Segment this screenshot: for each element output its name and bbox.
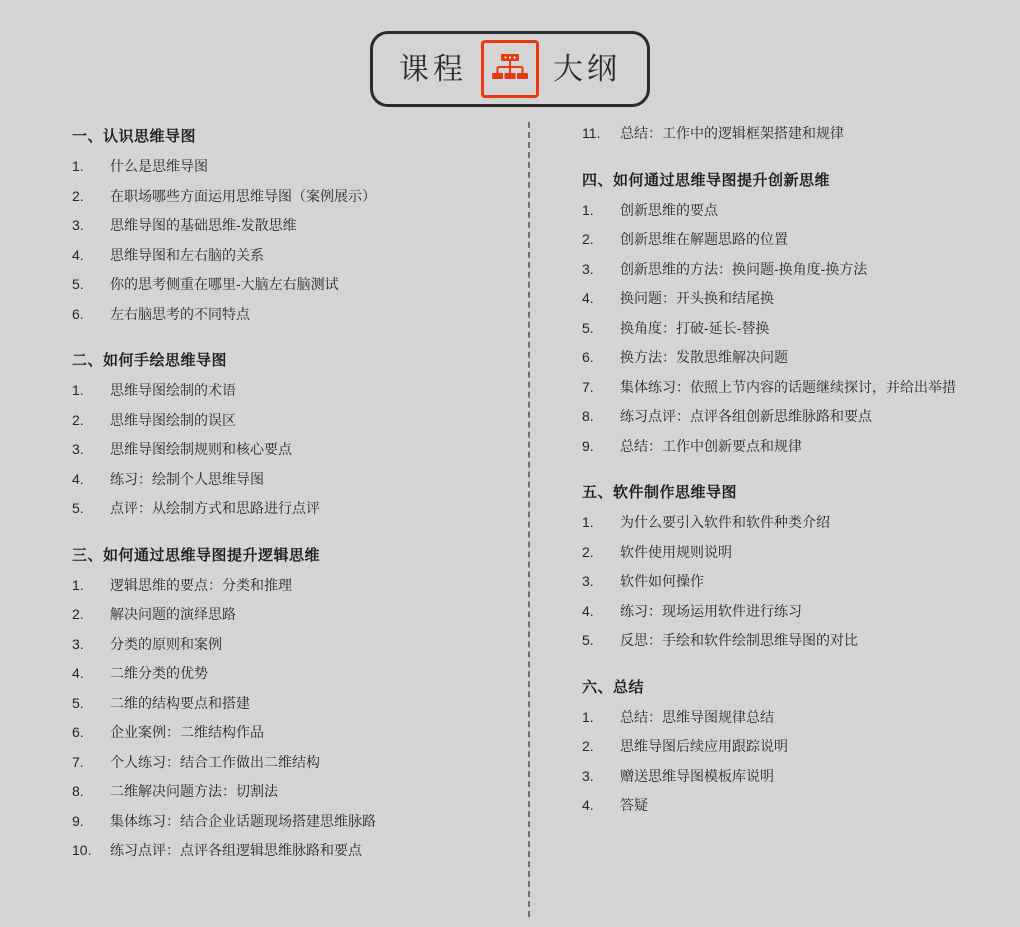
outline-item-number: 3. [72, 217, 84, 233]
page-title-left: 课程 [399, 52, 467, 86]
outline-item-number: 4. [72, 665, 84, 681]
outline-item-label: 练习：绘制个人思维导图 [110, 470, 264, 487]
outline-item [72, 754, 490, 772]
outline-item-number: 3. [582, 767, 594, 784]
outline-item-label: 分类的原则和案例 [110, 635, 222, 652]
outline-item-number: 5. [582, 632, 594, 648]
section-title: 一、认识思维导图 [72, 128, 197, 145]
outline-item-number: 8. [582, 408, 594, 424]
outline-item-number: 2. [582, 231, 594, 247]
column-divider [528, 122, 530, 917]
outline-item-label: 二维分类的优势 [110, 665, 208, 681]
outline-item-number: 1. [582, 708, 594, 725]
outline-item-number: 8. [72, 783, 84, 799]
outline-item [582, 290, 1000, 308]
outline-item-label: 总结：工作中创新要点和规律 [620, 437, 802, 454]
outline-item-number: 2. [72, 411, 84, 428]
org-chart-icon [481, 40, 539, 98]
outline-item [72, 441, 490, 459]
outline-item [582, 514, 1000, 532]
outline-item-number: 7. [72, 753, 84, 770]
outline-item [582, 125, 1000, 143]
outline-section [582, 481, 1000, 650]
outline-item [72, 471, 490, 489]
outline-item-label: 创新思维的方法：换问题-换角度-换方法 [620, 260, 868, 277]
outline-item [72, 695, 490, 713]
outline-item-number: 2. [582, 543, 594, 560]
outline-item [582, 202, 1000, 220]
outline-item [582, 544, 1000, 562]
outline-item-label: 创新思维的要点 [620, 201, 718, 218]
outline-item-number: 3. [72, 441, 84, 457]
outline-item [72, 217, 490, 235]
outline-item-number: 2. [582, 738, 594, 754]
outline-item [72, 606, 490, 624]
outline-column-left [0, 125, 510, 897]
outline-column-right [510, 125, 1020, 897]
outline-item-label: 二维解决问题方法：切割法 [110, 783, 278, 799]
outline-item-label: 答疑 [620, 797, 648, 813]
outline-item-label: 软件如何操作 [620, 573, 704, 589]
outline-item-label: 逻辑思维的要点：分类和推理 [110, 576, 292, 593]
outline-item-number: 9. [582, 437, 594, 454]
outline-item-number: 2. [72, 606, 84, 622]
outline-item [582, 573, 1000, 591]
outline-item [582, 738, 1000, 756]
outline-item-number: 5. [72, 694, 84, 711]
outline-item-number: 10. [72, 842, 92, 858]
outline-item [72, 577, 490, 595]
outline-item-label: 练习：现场运用软件进行练习 [620, 602, 802, 619]
outline-item-number: 1. [72, 576, 84, 593]
outline-item [72, 306, 490, 324]
outline-item-label: 在职场哪些方面运用思维导图（案例展示） [110, 187, 376, 204]
outline-item-number: 4. [582, 602, 594, 619]
outline-item-number: 1. [582, 201, 594, 218]
outline-item-number: 4. [582, 797, 594, 813]
outline-item-label: 点评：从绘制方式和思路进行点评 [110, 500, 320, 516]
outline-item-label: 什么是思维导图 [110, 158, 208, 174]
outline-item-label: 总结：工作中的逻辑框架搭建和规律 [620, 125, 844, 141]
outline-item [72, 158, 490, 176]
outline-item-label: 思维导图和左右脑的关系 [110, 246, 264, 263]
outline-item-label: 集体练习：结合企业话题现场搭建思维脉路 [110, 812, 376, 829]
outline-item [582, 709, 1000, 727]
outline-item-number: 5. [72, 276, 84, 292]
outline-item-label: 思维导图绘制规则和核心要点 [110, 441, 292, 457]
outline-item-number: 3. [582, 260, 594, 277]
outline-item-number: 4. [72, 470, 84, 487]
section-title: 六、总结 [582, 678, 645, 696]
outline-item [582, 408, 1000, 426]
outline-item [582, 231, 1000, 249]
outline-item-number: 6. [72, 305, 84, 322]
outline-item-label: 二维的结构要点和搭建 [110, 694, 250, 711]
outline-item-label: 练习点评：点评各组创新思维脉路和要点 [620, 408, 872, 424]
outline-section [582, 125, 1000, 143]
outline-item [72, 382, 490, 400]
outline-item-number: 5. [582, 319, 594, 336]
outline-item [582, 320, 1000, 338]
outline-item-label: 赠送思维导图模板库说明 [620, 767, 774, 784]
outline-item-number: 2. [72, 187, 84, 204]
outline-item-number: 4. [582, 290, 594, 306]
outline-item-number: 7. [582, 378, 594, 395]
outline-item-label: 思维导图后续应用跟踪说明 [620, 738, 788, 754]
section-title: 三、如何通过思维导图提升逻辑思维 [72, 546, 321, 564]
outline-content [0, 107, 1020, 897]
outline-item-label: 思维导图绘制的误区 [110, 411, 236, 428]
outline-item [72, 636, 490, 654]
section-title: 二、如何手绘思维导图 [72, 352, 228, 369]
outline-item-number: 4. [72, 246, 84, 263]
outline-item-number: 6. [72, 724, 84, 740]
outline-item [72, 188, 490, 206]
outline-item-label: 个人练习：结合工作做出二维结构 [110, 753, 320, 770]
outline-item-label: 软件使用规则说明 [620, 543, 732, 560]
outline-item-number: 1. [582, 514, 594, 530]
outline-item-label: 创新思维在解题思路的位置 [620, 231, 788, 247]
outline-item-label: 换角度：打破-延长-替换 [620, 319, 770, 336]
outline-item-label: 思维导图的基础思维-发散思维 [110, 217, 297, 233]
section-title: 四、如何通过思维导图提升创新思维 [582, 171, 831, 189]
outline-item-number: 11. [582, 125, 601, 141]
outline-section [72, 349, 490, 518]
outline-item [582, 349, 1000, 367]
outline-item-label: 企业案例：二维结构作品 [110, 724, 264, 740]
outline-item-number: 3. [72, 635, 84, 652]
outline-item-number: 3. [582, 573, 594, 589]
outline-item-label: 换方法：发散思维解决问题 [620, 349, 788, 365]
page-title-right: 大纲 [553, 52, 621, 86]
outline-item-label: 解决问题的演绎思路 [110, 606, 236, 622]
outline-item [72, 412, 490, 430]
outline-item [582, 603, 1000, 621]
outline-item-label: 总结：思维导图规律总结 [620, 708, 774, 725]
outline-item [582, 768, 1000, 786]
outline-item [72, 500, 490, 518]
outline-item-label: 反思：手绘和软件绘制思维导图的对比 [620, 632, 858, 648]
outline-item [582, 632, 1000, 650]
outline-item-number: 1. [72, 382, 84, 398]
outline-item [72, 724, 490, 742]
section-title: 五、软件制作思维导图 [582, 484, 738, 501]
outline-item-number: 1. [72, 158, 84, 174]
outline-item-label: 换问题：开头换和结尾换 [620, 290, 774, 306]
outline-item-number: 9. [72, 812, 84, 829]
outline-item [72, 813, 490, 831]
outline-item [582, 379, 1000, 397]
outline-section [582, 676, 1000, 815]
outline-item-number: 6. [582, 349, 594, 365]
title-box [370, 31, 650, 107]
outline-item-label: 你的思考侧重在哪里-大脑左右脑测试 [110, 276, 339, 292]
outline-item [582, 797, 1000, 815]
outline-item-label: 思维导图绘制的术语 [110, 382, 236, 398]
outline-item-label: 为什么要引入软件和软件种类介绍 [620, 514, 830, 530]
outline-item-label: 集体练习：依照上节内容的话题继续探讨，并给出举措 [620, 378, 956, 395]
outline-item [72, 842, 490, 860]
outline-item-label: 左右脑思考的不同特点 [110, 305, 250, 322]
outline-section [72, 544, 490, 860]
page-header [0, 0, 1020, 107]
outline-item [72, 665, 490, 683]
outline-item-label: 练习点评：点评各组逻辑思维脉路和要点 [110, 842, 362, 858]
outline-item [582, 261, 1000, 279]
outline-item [72, 783, 490, 801]
outline-section [72, 125, 490, 323]
outline-item [72, 276, 490, 294]
outline-section [582, 169, 1000, 456]
outline-item-number: 5. [72, 500, 84, 516]
outline-item [72, 247, 490, 265]
outline-item [582, 438, 1000, 456]
